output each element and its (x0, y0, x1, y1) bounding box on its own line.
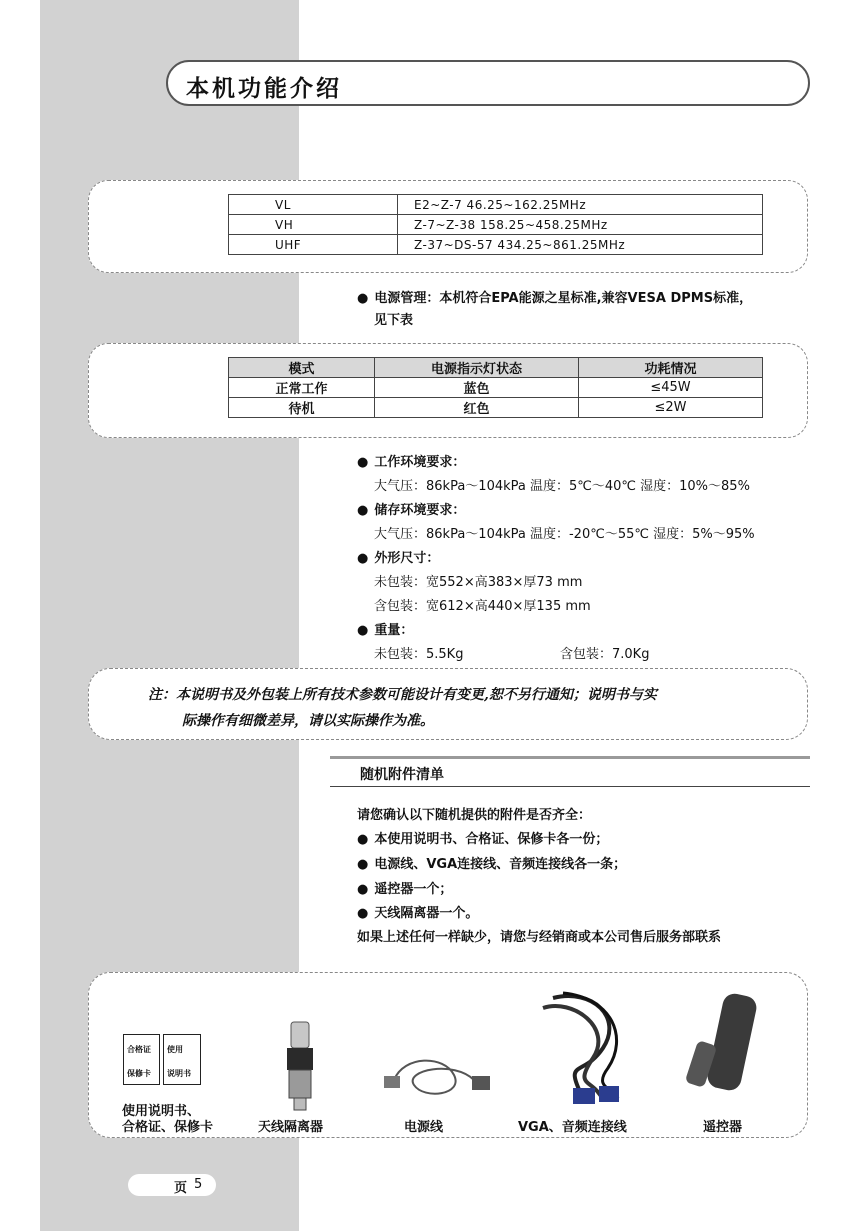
accessories-heading-rule (330, 756, 810, 759)
weight-packed: 含包装：7.0Kg (560, 647, 650, 662)
page-title: 本机功能介绍 (186, 75, 342, 102)
power-cord-image (384, 1050, 494, 1108)
power-mgmt-line1: ● 电源管理：本机符合EPA能源之星标准,兼容VESA DPMS标准， (357, 287, 752, 306)
warranty-card: 合格证 保修卡 (123, 1034, 160, 1085)
page-number: 5 (194, 1177, 203, 1192)
title-box (166, 60, 810, 106)
vga-cable-image (533, 988, 638, 1108)
note-line1: 注：本说明书及外包装上所有技术参数可能设计有变更,恕不另行通知；说明书与实 (148, 687, 657, 703)
remote-control-image (685, 992, 765, 1102)
accessory-item: ● 天线隔离器一个。 (357, 902, 478, 921)
accessory-item: ● 电源线、VGA连接线、音频连接线各一条； (357, 853, 626, 872)
page-number-badge (128, 1174, 216, 1196)
page-label: 页 (174, 1181, 188, 1196)
accessories-intro: 请您确认以下随机提供的附件是否齐全： (357, 808, 592, 823)
power-cord-caption: 电源线 (404, 1120, 444, 1135)
dims-packed: 含包装：宽612×高440×厚135 mm (374, 599, 591, 614)
vga-caption: VGA、音频连接线 (518, 1120, 627, 1135)
table-row: VL E2~Z-7 46.25~162.25MHz (229, 195, 763, 215)
storage-env-value: 大气压：86kPa～104kPa 温度：-20℃～55℃ 湿度：5%～95% (374, 527, 755, 542)
power-mgmt-line2: 见下表 (374, 313, 414, 328)
accessory-item: ● 本使用说明书、合格证、保修卡各一份； (357, 828, 608, 847)
table-row: UHF Z-37~DS-57 434.25~861.25MHz (229, 235, 763, 255)
work-env-title: ● 工作环境要求： (357, 451, 465, 470)
note-line2: 际操作有细微差异，请以实际操作为准。 (182, 713, 434, 729)
work-env-value: 大气压：86kPa～104kPa 温度：5℃～40℃ 湿度：10%～85% (374, 479, 750, 494)
accessories-heading: 随机附件清单 (360, 767, 444, 783)
table-row: VH Z-7~Z-38 158.25~458.25MHz (229, 215, 763, 235)
table-row: 待机 红色 ≤2W (229, 398, 763, 418)
antenna-caption: 天线隔离器 (258, 1120, 324, 1135)
accessory-item: ● 遥控器一个； (357, 878, 452, 897)
antenna-isolator-image (280, 1020, 320, 1112)
frequency-table (228, 194, 763, 255)
table-header: 模式 电源指示灯状态 功耗情况 (229, 358, 763, 378)
accessories-footer: 如果上述任何一样缺少，请您与经销商或本公司售后服务部联系 (357, 930, 722, 945)
weight-title: ● 重量： (357, 619, 413, 638)
manual-card: 使用 说明书 (163, 1034, 201, 1085)
remote-caption: 遥控器 (703, 1120, 743, 1135)
power-table (228, 357, 763, 418)
weight-unpacked: 未包装：5.5Kg (374, 647, 464, 662)
accessories-heading-underline (330, 786, 810, 787)
table-row: 正常工作 蓝色 ≤45W (229, 378, 763, 398)
storage-env-title: ● 储存环境要求： (357, 499, 465, 518)
docs-caption-line1: 使用说明书、 (122, 1104, 201, 1119)
dims-unpacked: 未包装：宽552×高383×厚73 mm (374, 575, 583, 590)
docs-caption-line2: 合格证、保修卡 (122, 1120, 214, 1135)
dims-title: ● 外形尺寸： (357, 547, 439, 566)
